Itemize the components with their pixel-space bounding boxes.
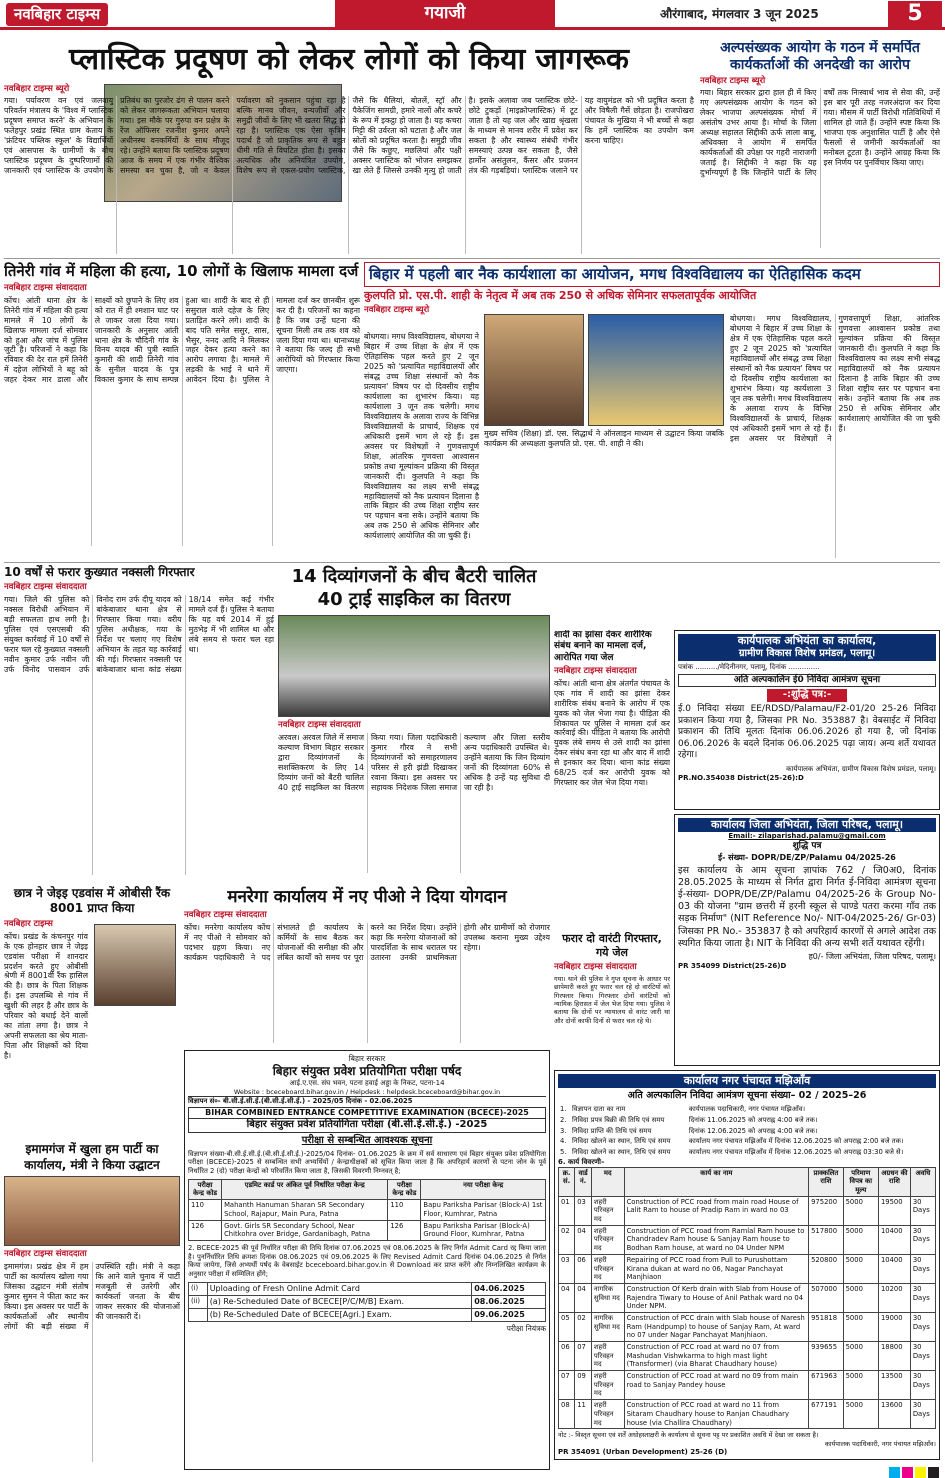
cmyk-registration-marks	[889, 1467, 939, 1478]
table-row: 06 07 शहरी परिवहन मद Construction of PCC road at ward no 07 from Mashudan Vishwkarma to high mast light (Transformer) (via Bharat Chaudhary house) 939655 5000 18800 30 Days	[559, 1342, 936, 1371]
article-photo	[278, 615, 550, 717]
notice-correction: शुद्धि पत्र	[792, 841, 822, 852]
notice-ref: पत्रांक ........../मेदिनीनगर, पलामू, दिनांक ..............	[678, 662, 820, 671]
table-row: (ii) (a) Re-Scheduled Date of BCECE[P/C/M/B] Exam. 08.06.2025	[189, 1295, 546, 1308]
notice-label: अति अल्पकालिन ई0 निविदा आमंत्रण सूचना	[678, 674, 936, 688]
article-body: गया। बिहार सरकार द्वारा हाल ही में किए गए अल्पसंख्यक आयोग के गठन को लेकर भाजपा अल्पसंख्यक मोर्चा में असंतोष उभर आया है। मोर्चा के जिला अध्यक्ष सहालत सिद्दीकी ऊर्फ लाला बाबू, अधिवक्ता ने आयोग में समर्पित कार्यकर्ताओं की उपेक्षा पर गहरी नाराजगी जताई है। सिद्दीकी ने कहा कि यह दुर्भाग्यपूर्ण है कि जिन्होंने पार्टी के लिए वर्षों तक निःस्वार्थ भाव से सेवा की, उन्हें इस बार पूरी तरह नजरअंदाज कर दिया गया। मौसम में पार्टी विरोधी गतिविधियों में शामिल हो जाते हैं। उन्होंने स्पष्ट किया कि भाजपा एक अनुशासित पार्टी है और ऐसे फैसलों से जमीनी कार्यकर्ताओं का मनोबल टूटता है। उन्होंने आग्रह किया कि इस निर्णय पर पुनर्विचार किया जाए।	[700, 88, 940, 178]
schedule-table	[188, 1282, 546, 1323]
notice-signature: कार्यपालक अभियंता, ग्रामीण विकास विशेष प्रमंडल, पलामू।	[786, 764, 936, 773]
magenta-swatch	[902, 1467, 913, 1478]
notice-title: कार्यालय नगर पंचायत मझिआँव	[558, 1074, 936, 1088]
table-row: (b) Re-Scheduled Date of BCECE[Agri.] Exam. 09.06.2025	[189, 1309, 546, 1322]
article-body: कोंच। आंती थाना क्षेत्र के तिनेरी गांव में महिला की हत्या मामले में 10 लोगों के खिलाफ मामला दर्ज सोमवार को हुआ और जांच में पुलिस जुटी है। परिजनों ने कहा कि रविवार की देर रात हमें तिनेरी में दहेज लोभियों ने बहू को जहर देकर मार डाला और साक्ष्यों को छुपाने के लिए शव को रात में ही श्मशान घाट पर ले जाकर जला दिया गया। जानकारी के अनुसार आंती थाना क्षेत्र के चौदिनी गांव के विनय यादव की पुत्री स्वाति कुमारी की शादी तिनेरी गांव के सुनील यादव के पुत्र विकास कुमार के साथ सम्पन्न हुआ था। शादी के बाद से ही ससुराल वाले दहेज के लिए प्रताड़ित करने लगे। शादी के बाद पति समेत ससुर, सास, भैसुर, ननद आदि ने मिलकर जहर देकर हत्या करने का आरोप लगाया है। मामले में लड़की के भाई ने थाने में आवेदन दिया है। पुलिस ने मामला दर्ज कर छानबीन शुरू कर दी है। परिजनों का कहना है कि जब उन्हें घटना की सूचना मिली तब तक शव को जला दिया गया था। थानाध्यक्ष ने बताया कि जल्द ही सभी आरोपियों को गिरफ्तार किया जाएगा।	[4, 295, 360, 385]
article-headline: बिहार में पहली बार नैक कार्यशाला का आयोजन, मगध विश्वविद्यालय का ऐतिहासिक कदम	[364, 262, 940, 287]
paper-name: नवबिहार टाइम्स	[6, 3, 108, 26]
article-headline: छात्र ने जेइइ एडवांस में ओबीसी रैंक 8001 प्राप्त किया	[13, 886, 171, 916]
table-header: एडमिट कार्ड पर अंकित पूर्व निर्धारित परीक्षा केन्द्र	[222, 1179, 388, 1199]
notice-correction: -:शुद्धि पत्र:-	[767, 689, 847, 702]
article-tricycle-distribution	[278, 565, 550, 883]
article-mgnrega-po	[184, 886, 550, 1046]
article-body: बोधगया। मगध विश्वविद्यालय, बोधगया ने बिहार में उच्च शिक्षा के क्षेत्र में एक ऐतिहासिक पहल करते हुए 2 जून 2025 को 'प्रत्यायित महाविद्यालयों और संबद्ध उच्च शिक्षा संस्थानों को नैक प्रत्यायन' विषय पर दो दिवसीय राष्ट्रीय कार्यशाला का शुभारंभ किया। यह कार्यशाला 3 जून तक चलेगी। मगध विश्वविद्यालय के अलावा राज्य के विभिन्न विश्वविद्यालयों के प्राचार्य, शिक्षक एवं अधिकारी इसमें भाग ले रहे हैं। इस अवसर पर विशेषज्ञों ने गुणवत्तापूर्ण शिक्षा, आंतरिक गुणवत्ता आश्वासन प्रकोष्ठ तथा मूल्यांकन प्रक्रिया की विस्तृत जानकारी दी। कुलपति ने कहा कि विश्वविद्यालय का लक्ष्य सभी संबद्ध महाविद्यालयों को नैक प्रत्यायन दिलाना है ताकि बिहार की उच्च शिक्षा राष्ट्रीय स्तर पर पहचान बना सके। उन्होंने बताया कि अब तक 250 से अधिक सेमिनार और कार्यशालाएं आयोजित की जा चुकी हैं।	[364, 332, 480, 541]
article-body-cont: बोधगया। मगध विश्वविद्यालय, बोधगया ने बिहार में उच्च शिक्षा के क्षेत्र में एक ऐतिहासिक पहल करते हुए 2 जून 2025 को 'प्रत्यायित महाविद्यालयों और संबद्ध उच्च शिक्षा संस्थानों को नैक प्रत्यायन' विषय पर दो दिवसीय राष्ट्रीय कार्यशाला का शुभारंभ किया। यह कार्यशाला 3 जून तक चलेगी। मगध विश्वविद्यालय के अलावा राज्य के विभिन्न विश्वविद्यालयों के प्राचार्य, शिक्षक एवं अधिकारी इसमें भाग ले रहे हैं। इस अवसर पर विशेषज्ञों ने गुणवत्तापूर्ण शिक्षा, आंतरिक गुणवत्ता आश्वासन प्रकोष्ठ तथा मूल्यांकन प्रक्रिया की विस्तृत जानकारी दी। कुलपति ने कहा कि विश्वविद्यालय का लक्ष्य सभी संबद्ध महाविद्यालयों को नैक प्रत्यायन दिलाना है ताकि बिहार की उच्च शिक्षा राष्ट्रीय स्तर पर पहचान बना सके। उन्होंने बताया कि अब तक 250 से अधिक सेमिनार और कार्यशालाएं आयोजित की जा चुकी हैं।	[730, 314, 940, 443]
article-photo	[484, 314, 584, 426]
notice-ref: ई- संख्या- DOPR/DE/ZP/Palamu 04/2025-26	[718, 852, 896, 862]
table-row: 126 Govt. Girls SR Secondary School, Near Chitkohra over Bridge, Gardanibagh, Patna 126 Bapu Pariksha Parisar (Block-A) Ground Floor, Kumhrar, Patna	[189, 1220, 546, 1240]
article-plastic	[4, 40, 694, 255]
issue-date: औरंगाबाद, मंगलवार 3 जून 2025	[660, 7, 819, 21]
notice-para: विज्ञापन संख्या-बी.सी.ई.सी.ई.(बी.सी.ई.सी.ई.)-2025/04 दिनांक- 01.06.2025 के क्रम में सर्व साधारण एवं बिहार संयुक्त प्रवेश प्रतियोगिता परीक्षा (BCECE)-2025 से सम्बन्धित सभी अभ्यर्थियों / केन्द्राधीक्षकों को सूचित किया जाता है कि अपरिहार्य कारणों से पटना जोन के पूर्व निर्धारित 2 (दो) परीक्षा केन्द्रों को परिवर्तित किया जाता है, जिसकी विवरणी निम्नवत् है;	[188, 1149, 546, 1176]
notice-address: आई.ए.एस. संघ भवन, पटना हवाई अड्डा के निकट, पटना-14	[289, 1078, 445, 1087]
notice-subtitle: ग्रामीण विकास विशेष प्रमंडल, पलामू।	[678, 648, 936, 661]
article-body: गया। पर्यावरण वन एवं जलवायु परिवर्तन मंत्रालय के 'विश्व में प्लास्टिक प्रदूषण समाप्त करने' के अभियान के फतेहपुर प्रखंड स्थित ग्राम केताय के 'फ्रंटियर पब्लिक स्कूल' के विद्यार्थियों एवं आसपास के ग्रामीणों के बीच प्लास्टिक प्रदूषण के दुष्परिणामों की जानकारी एवं प्लास्टिक के उपयोग के प्रतिबंध का पुरजोर ढंग से पालन करने को लेकर जागरूकता अभियान चलाया गया। इस मौके पर गुरुपा वन प्रक्षेत्र के रेंज ऑफिसर रजनीश कुमार अपने अधीनस्थ वनकर्मियों के साथ मौजूद रहे। उन्होंने बताया कि प्लास्टिक प्रदूषण आज के समय में एक गंभीर वैश्विक समस्या बन चुका है, जो न केवल पर्यावरण को नुकसान पहुंचा रहा है बल्कि मानव जीवन, वन्यजीवों और समुद्री जीवों के लिए भी खतरा सिद्ध हो रहा है। प्लास्टिक एक ऐसा कृत्रिम पदार्थ है जो प्राकृतिक रूप से बहुत धीमी गति से विघटित होता है। इसका अत्यधिक और अनियंत्रित उपयोग, विशेष रूप से एकल-प्रयोग प्लास्टिक, जैसे कि थैलियां, बोतलें, स्ट्रॉ और पैकेजिंग सामग्री, हमारे नालों और कचरे के रूप में इकट्ठा हो जाता है। यह कचरा मिट्टी की उर्वरता को घटाता है और जल स्रोतों को प्रदूषित करता है। समुद्री जीव जैसे कि कछुए, मछलियां और पक्षी अक्सर प्लास्टिक को भोजन समझकर खा लेते हैं जिससे उनकी मृत्यु हो जाती है। इसके अलावा जब प्लास्टिक छोटे-छोटे टुकड़ों (माइक्रोप्लास्टिक) में टूट जाता है तो यह जल और खाद्य श्रृंखला के माध्यम से मानव शरीर में प्रवेश कर सकता है और स्वास्थ्य संबंधी गंभीर समस्याएं उत्पन्न कर सकता है, जैसे हार्मोन असंतुलन, कैंसर और प्रजनन तंत्र की गड़बड़ियां। प्लास्टिक जलाने पर यह वायुमंडल को भी प्रदूषित करता है और विषैली गैसें छोड़ता है। राजपोखरा पंचायत के मुखिया ने भी बच्चों से कहा कि हमें प्लास्टिक का उपयोग कम करना चाहिए।	[4, 96, 694, 175]
notice-title: बिहार संयुक्त प्रवेश प्रतियोगिता परीक्षा पर्षद	[272, 1063, 462, 1078]
article-byline: नवबिहार टाइम्स संवाददाता	[278, 719, 361, 730]
notice-signature: परीक्षा नियंत्रक	[506, 1324, 546, 1334]
article-ham-office	[4, 1142, 180, 1472]
table-header: परीक्षा केन्द्र कोड	[388, 1179, 421, 1199]
notice-nagar-panchayat	[554, 1070, 940, 1460]
article-byline: नवबिहार टाइम्स ब्यूरो	[4, 84, 70, 94]
yellow-swatch	[915, 1467, 926, 1478]
article-headline: मनरेगा कार्यालय में नए पीओ ने दिया योगदान	[227, 887, 507, 907]
notice-pr: PR.NO.354038 District(25-26):D	[678, 773, 804, 782]
table-row: 03 06 शहरी परिवहन मद Repairing of PCC road from Pull to Purushottam Kirana dukan at ward no 06, Nagar Panchayat Manjhiaon 520800 5000 10400 30 Days	[559, 1254, 936, 1283]
article-headline: 10 वर्षों से फरार कुख्यात नक्सली गिरफ्तार	[4, 565, 195, 579]
article-byline: नवबिहार टाइम्स संवाददाता	[554, 962, 637, 973]
exam-name-en: BIHAR COMBINED ENTRANCE COMPETITIVE EXAMINATION (BCECE)-2025	[188, 1107, 546, 1119]
table-row: 02 04 शहरी परिवहन मद Construction of PCC road from Ramlal Ram house to Chandradev Ram house & Sanjay Ram house to Bodhan Ram house, at ward no 04 Under NPM 517800 5000 10400 30 Days	[559, 1225, 936, 1254]
list-label: 6. कार्य विवरणी–	[558, 1157, 605, 1166]
notice-heading: परीक्षा से सम्बन्धित आवश्यक सूचना	[301, 1134, 433, 1146]
divider	[4, 562, 940, 563]
student-photo	[94, 924, 176, 1006]
table-row: 01 03 शहरी परिवहन मद Construction of PCC road from main road House of Lalit Ram to house of Pradip Ram in ward no 03 975200 5000 19500 30 Days	[559, 1196, 936, 1225]
notice-title: कार्यपालक अभियंता का कार्यालय,	[678, 634, 936, 648]
article-tineri-murder	[4, 262, 360, 560]
notice-body: इस कार्यालय के आम सूचना ज्ञापांक 762 / जि0अ0, दिनांक 28.05.2025 के माध्यम से निर्गत द्वारा निर्गत ई-निविदा आमंत्रण सूचना ई-संख्या- DOPR/DE/ZP/Palamu 04/2025-26 के Group No-03 की योजना "ग्राम छत्तरी में हरनी स्कूल से पाण्डे पतरा करमा गाँव तक सड़क निर्माण" (NIT Reference No/- NIT-04/2025-26/ Gr-03) जिसका PR No.- 353837 है को अपरिहार्य कारणों से अगले आदेश तक स्थगित किया जाता है। NIT के निविदा की अन्य सभी शर्ते यथावत रहेंगी।	[678, 864, 936, 949]
notice-rural-dev-palamu	[674, 630, 940, 810]
article-naac-workshop	[364, 262, 940, 560]
table-row: (i) Uploading of Fresh Online Admit Card 04.06.2025	[189, 1282, 546, 1295]
meta-table	[558, 1104, 936, 1157]
notice-para: 2. BCECE-2025 की पूर्व निर्धारित परीक्षा की तिथि दिनांक 07.06.2025 एवं 08.06.2025 के लिए निर्गत Admit Card रद्द किया जाता है। पुनर्निर्धारित तिथि क्रमशः दिनांक 08.06.2025 एवं 09.06.2025 के लिए Revised Admit Card दिनांक 04.06.2025 से निर्गत किया जायेगा, जिसे अभ्यर्थी पर्षद के वेबसाईट bceceboard.bihar.gov.in से Download कर प्राप्त करेंगे और निम्नलिखित कार्यक्रम के अनुसार परीक्षा में सम्मिलित होंगे;	[188, 1243, 546, 1278]
notice-zila-parishad	[674, 814, 940, 1066]
article-warrantee-arrest	[554, 932, 670, 1082]
notice-body: ई.0 निविदा संख्या EE/RDSD/Palamau/F2-01/20 25-26 निविदा प्रकाशन किया गया है, जिसका PR No. 353887 है। वेबसाईट में निविदा प्रकाशन की तिथि मूलतः दिनांक 06.06.2026 हो गया है, जो दिनांक 06.06.2026 के बदले दिनांक 06.06.2025 पढ़ा जाय। अन्य शर्ते यथावत रहेगा।	[678, 704, 936, 761]
article-byline: नवबिहार टाइम्स	[4, 918, 53, 929]
table-row: 1. विज्ञापन दाता का नाम कार्यपालक पदाधिकारी, नगर पंचायत मझिआँव।	[560, 1105, 806, 1114]
article-byline: नवबिहार टाइम्स ब्यूरो	[700, 75, 766, 86]
article-headline: अल्पसंख्यक आयोग के गठन में समर्पित कार्यकर्ताओं की अनदेखी का आरोप	[720, 40, 920, 73]
section-name: गयाजी	[335, 0, 555, 27]
article-headline: तिनेरी गांव में महिला की हत्या, 10 लोगों के खिलाफ मामला दर्ज	[4, 262, 359, 280]
article-headline: 14 दिव्यांगजनों के बीच बैटरी चालित 40 ट्राई साइकिल का वितरण	[291, 566, 537, 611]
article-subhead: कुलपति प्रो. एस.पी. शाही के नेतृत्व में अब तक 250 से अधिक सेमिनार सफलतापूर्वक आयोजित	[364, 288, 757, 302]
page-number: 5	[888, 1, 942, 27]
article-body: कोंच। मनरेगा कार्यालय कोंच में नए पीओ ने सोमवार को पदभार ग्रहण किया। नए कार्यक्रम पदाधिकारी ने पद संभालते ही कार्यालय के कर्मियों के साथ बैठक कर योजनाओं की समीक्षा की और लंबित कार्यों को समय पर पूरा करने का निर्देश दिया। उन्होंने कहा कि मनरेगा योजनाओं को पारदर्शिता के साथ धरातल पर उतारना उनकी प्राथमिकता होगी और ग्रामीणों को रोजगार उपलब्ध कराना मुख्य उद्देश्य रहेगा।	[184, 922, 550, 962]
article-body: अरवल। अरवल जिले में समाज कल्याण विभाग बिहार सरकार द्वारा दिव्यांगजनों के सशक्तिकरण के लिए 14 दिव्यांग जनों को बैटरी चालित 40 ट्राई साइकिल का वितरण किया गया। जिला पदाधिकारी कुमार गौरव ने सभी दिव्यांगजनों को समाहरणालय परिसर से हरी झंडी दिखाकर रवाना किया। इस अवसर पर सहायक निदेशक जिला समाज कल्याण और जिला स्तरीय अन्य पदाधिकारी उपस्थित थे। उन्होंने बताया कि जिन दिव्यांग जनों की दिव्यांगता 60% से अधिक है उन्हें यह सुविधा दी जा रही है।	[278, 732, 550, 792]
exam-name-hi: बिहार संयुक्त प्रवेश प्रतियोगिता परीक्षा (बी.सी.ई.सी.ई.) -2025	[188, 1119, 546, 1133]
notice-signature: कार्यपालक पदाधिकारी, नगर पंचायत मझिआँव।	[824, 1439, 936, 1448]
article-byline: नवबिहार टाइम्स ब्यूरो	[364, 304, 430, 315]
article-body: कोंच। प्रखंड के कंचनपुर गांव के एक होनहार छात्र ने जेइइ एडवांस परीक्षा में शानदार प्रदर्शन करते हुए ओबीसी श्रेणी में 8001वीं रैंक हासिल की है। छात्र के पिता शिक्षक हैं। इस उपलब्धि से गांव में खुशी की लहर है और छात्र के परिवार को बधाई देने वालों का तांता लगा है। छात्र ने अपनी सफलता का श्रेय माता-पिता और शिक्षकों को दिया है।	[4, 931, 88, 1061]
table-row: 07 09 शहरी परिवहन मद Construction of PCC road at ward no 09 from main road to Sanjay Pandey house 671963 5000 13500 30 Days	[559, 1371, 936, 1400]
table-header: नया परीक्षा केन्द्र	[421, 1179, 546, 1199]
notice-email: Email:- zilaparishad.palamu@gmail.com	[728, 832, 886, 841]
table-row: 04 04 नागरिक सुविधा मद Construction Of Kerb drain with Slab from House of Rajendra Tiwary to House of Anil Pathak ward no 04 Under NPM. 507000 5000 10200 30 Days	[559, 1283, 936, 1312]
article-byline: नवबिहार टाइम्स संवाददाता	[184, 910, 267, 921]
table-row: 3. निविदा प्राप्ति की तिथि एवं समय दिनांक 12.06.2025 को अपराह्न 4:00 बजे तक।	[560, 1126, 818, 1135]
article-minority-commission	[700, 40, 940, 255]
notice-pr: PR 354091 (Urban Development) 25-26 (D)	[558, 1447, 728, 1456]
table-row: 05 02 नागरिक सुविधा मद Construction of PCC drain with Slab house of Naresh Ram (Handpump) to house of Sanjay Ram, At ward no 07 under Nagar Panchayat Manjhiaon. 951818 5000 19000 30 Days	[559, 1312, 936, 1341]
notice-pr: PR 354099 District(25-26)D	[678, 962, 787, 971]
table-row: 4. निविदा खोलने का स्थान, तिथि एवं समय कार्यालय नगर पंचायत मझिआँव में दिनांक 12.06.2025 को अपराह्न 2:00 बजे तक।	[560, 1137, 904, 1146]
notice-signature: ह0/- जिला अभियंता, जिला परिषद, पलामू।	[808, 951, 936, 961]
article-jee-rank	[4, 886, 180, 1138]
article-naxal-arrest	[4, 565, 274, 883]
article-body: इमामगंज। प्रखंड क्षेत्र में हम पार्टी का कार्यालय खोला गया जिसका उद्घाटन मंत्री संतोष कुमार सुमन ने फीता काट कर किया। इस अवसर पर पार्टी के कार्यकर्ताओं और स्थानीय लोगों की बड़ी संख्या में उपस्थिति रही। मंत्री ने कहा कि आने वाले चुनाव में पार्टी मजबूती से उतरेगी और कार्यकर्ता जनता के बीच जाकर सरकार की योजनाओं की जानकारी दें।	[4, 1262, 180, 1331]
article-byline: नवबिहार टाइम्स संवाददाता	[554, 665, 637, 676]
article-caption: मुख्य सचिव (शिक्षा) डॉ. एस. सिद्धार्थ ने ऑनलाइन माध्यम से उद्घाटन किया जबकि कार्यक्रम की अध्यक्षता कुलपति प्रो. एस. पी. शाही ने की।	[484, 429, 724, 448]
article-byline: नवबिहार टाइम्स संवाददाता	[4, 582, 87, 593]
cyan-swatch	[889, 1467, 900, 1478]
article-byline: नवबिहार टाइम्स संवाददाता	[4, 1249, 87, 1260]
masthead	[0, 0, 945, 30]
notice-subtitle: अति अल्पकालिन निविदा आमंत्रण सूचना संख्या– 02 / 2025–26	[627, 1090, 867, 1102]
divider	[4, 258, 940, 259]
notice-bcece	[184, 1050, 550, 1470]
notice-ref: विज्ञापन सं०- बी.सी.ई.सी.ई.(बी.सी.ई.सी.ई.) - 2025/05 दिनांक - 02.06.2025	[188, 1097, 413, 1106]
notice-title: कार्यालय जिला अभियंता, जिला परिषद, पलामू।	[678, 818, 936, 832]
article-photo	[588, 314, 724, 426]
black-swatch	[928, 1467, 939, 1478]
table-row: 110 Mahanth Hanuman Sharan SR Secondary School, Rajapur, Main Pura, Patna 110 Bapu Pariksha Parisar (Block-A) 1st Floor, Kumhrar, Patna	[189, 1200, 546, 1220]
article-body: कोंच। आंती थाना क्षेत्र अंतर्गत पंचायत के एक गांव में शादी का झांसा देकर शारीरिक संबंध बनाने के आरोप में एक युवक को जेल भेजा गया है। पीड़िता की शिकायत पर पुलिस ने मामला दर्ज कर कार्रवाई की। पीड़िता ने बताया कि आरोपी युवक लंबे समय से उसे शादी का झांसा देकर संबंध बना रहा था और बाद में शादी से इनकार कर दिया। थाना कांड संख्या 68/25 दर्ज कर आरोपी युवक को गिरफ्तार कर जेल भेज दिया गया।	[554, 678, 670, 788]
article-photo	[4, 1176, 180, 1246]
article-body: गया। जिले की पुलिस को नक्सल विरोधी अभियान में बड़ी सफलता हाथ लगी है। पुलिस एवं एसएसबी की संयुक्त कार्रवाई में 10 वर्षों से फरार चल रहे कुख्यात नक्सली नवीन कुमार उर्फ नवीन जी उर्फ विनोद पासवान उर्फ विनोद राम उर्फ दीपू यादव को बांकेबाजार थाना क्षेत्र से गिरफ्तार किया गया। वरीय पुलिस अधीक्षक, गया के निर्देश पर चलाए गए विशेष अभियान के तहत यह कार्रवाई की गई। गिरफ्तार नक्सली पर बांकेबाजार थाना कांड संख्या 18/14 समेत कई गंभीर मामले दर्ज हैं। पुलिस ने बताया कि यह वर्ष 2014 में हुई मुठभेड़ में भी शामिल था और लंबे समय से फरार चल रहा था।	[4, 595, 274, 675]
notice-note: नोट :- विस्तृत सूचना एवं शर्तें अधोहस्ताक्षरी के कार्यालय से सूचना पट्ट पर प्रकाशित अवधि में देखा जा सकता है।	[558, 1431, 819, 1440]
notice-website: Website : bceceboard.bihar.gov.in / Helpdesk : helpdesk.bceceboard@bihar.gov.in	[188, 1088, 546, 1097]
centre-table	[188, 1179, 546, 1241]
table-header: परीक्षा केन्द्र कोड	[189, 1179, 222, 1199]
article-headline: प्लास्टिक प्रदूषण को लेकर लोगों को किया जागरूक	[69, 42, 629, 77]
table-row: 08 11 शहरी परिवहन मद Construction of PCC road at ward no 11 from Sitaram Chaudhary house to Ranjan Chaudhary house (via Challira Chaudhary) 677191 5000 13600 30 Days	[559, 1400, 936, 1429]
article-headline: इमामगंज में खुला हम पार्टी का कार्यालय, मंत्री ने किया उद्घाटन	[24, 1142, 160, 1172]
table-row: 5. निविदा खोलने का स्थान, तिथि एवं समय कार्यालय नगर पंचायत मझिआँव में दिनांक 12.06.2025 को अपराह्न 03:30 बजे से।	[560, 1147, 904, 1156]
article-headline: शादी का झांसा देकर शारीरिक संबंध बनाने का मामला दर्ज, आरोपित गया जेल	[554, 630, 652, 663]
works-table: क्र. सं. वार्ड नं. मद कार्य का नाम प्राक्कलित राशि परिमाण विपत्र का मूल्य अग्रधन की राशि अवधि 01 03 शहरी परिवहन मद Construction of PCC road from main road House of Lalit Ram to house of Pradip Ram in ward no 03 975200 5000 19500 30 Days 02 04 शहरी परिवहन मद Construction of PCC road from Ramlal Ram house to Chandradev Ram house & Sanjay Ram house to Bodhan Ram house, at ward no 04 Under NPM 517800 5000 10400 30 Days 03 06 शहरी परिवहन मद Repairing of PCC road from Pull to Purushottam Kirana dukan at ward no 06, Nagar Panchayat Manjhiaon 520800 5000 10400 30 Days 04 04 नागरिक सुविधा मद Construction Of Kerb drain with Slab from House of Rajendra Tiwary to House of Anil Pathak ward no 04 Under NPM. 507000 5000 10200 30 Days 05 02 नागरिक सुविधा मद Construction of PCC drain with Slab house of Naresh Ram (Handpump) to house of Sanjay Ram, At ward no 07 under Nagar Panchayat Manjhiaon. 951818 5000 19000 30 Days 06 07 शहरी परिवहन मद Construction of PCC road at ward no 07 from Mashudan Vishwkarma to high mast light (Transformer) (via Bharat Chaudhary house) 939655 5000 18800 30 Days 07 09 शहरी परिवहन मद Construction of PCC road at ward no 09 from main road to Sanjay Pandey house 671963 5000 13500 30 Days 08 11 शहरी परिवहन मद Construction of PCC road at ward no 11 from Sitaram Chaudhary house to Ranjan Chaudhary house (via Challira Chaudhary) 677191 5000 13600 30 Days	[558, 1167, 936, 1430]
table-row: 2. निविदा प्रपत्र बिक्री की तिथि एवं समय दिनांक 11.06.2025 को अपराह्न 4:00 बजे तक।	[560, 1115, 818, 1124]
article-marriage-fraud	[554, 630, 670, 930]
article-body: गया। थाने की पुलिस ने गुप्त सूचना के आधार पर छापेमारी करते हुए फरार चल रहे दो वारंटियों को गिरफ्तार किया। गिरफ्तार दोनों वारंटियों को न्यायिक हिरासत में जेल भेज दिया गया। पुलिस ने बताया कि दोनों पर न्यायालय से वारंट जारी था और दोनों काफी दिनों से फरार चल रहे थे।	[554, 975, 670, 1025]
article-byline: नवबिहार टाइम्स संवाददाता	[4, 282, 87, 293]
article-headline: फरार दो वारंटी गिरफ्तार, गये जेल	[562, 932, 662, 960]
notice-header: बिहार सरकार	[348, 1054, 386, 1063]
